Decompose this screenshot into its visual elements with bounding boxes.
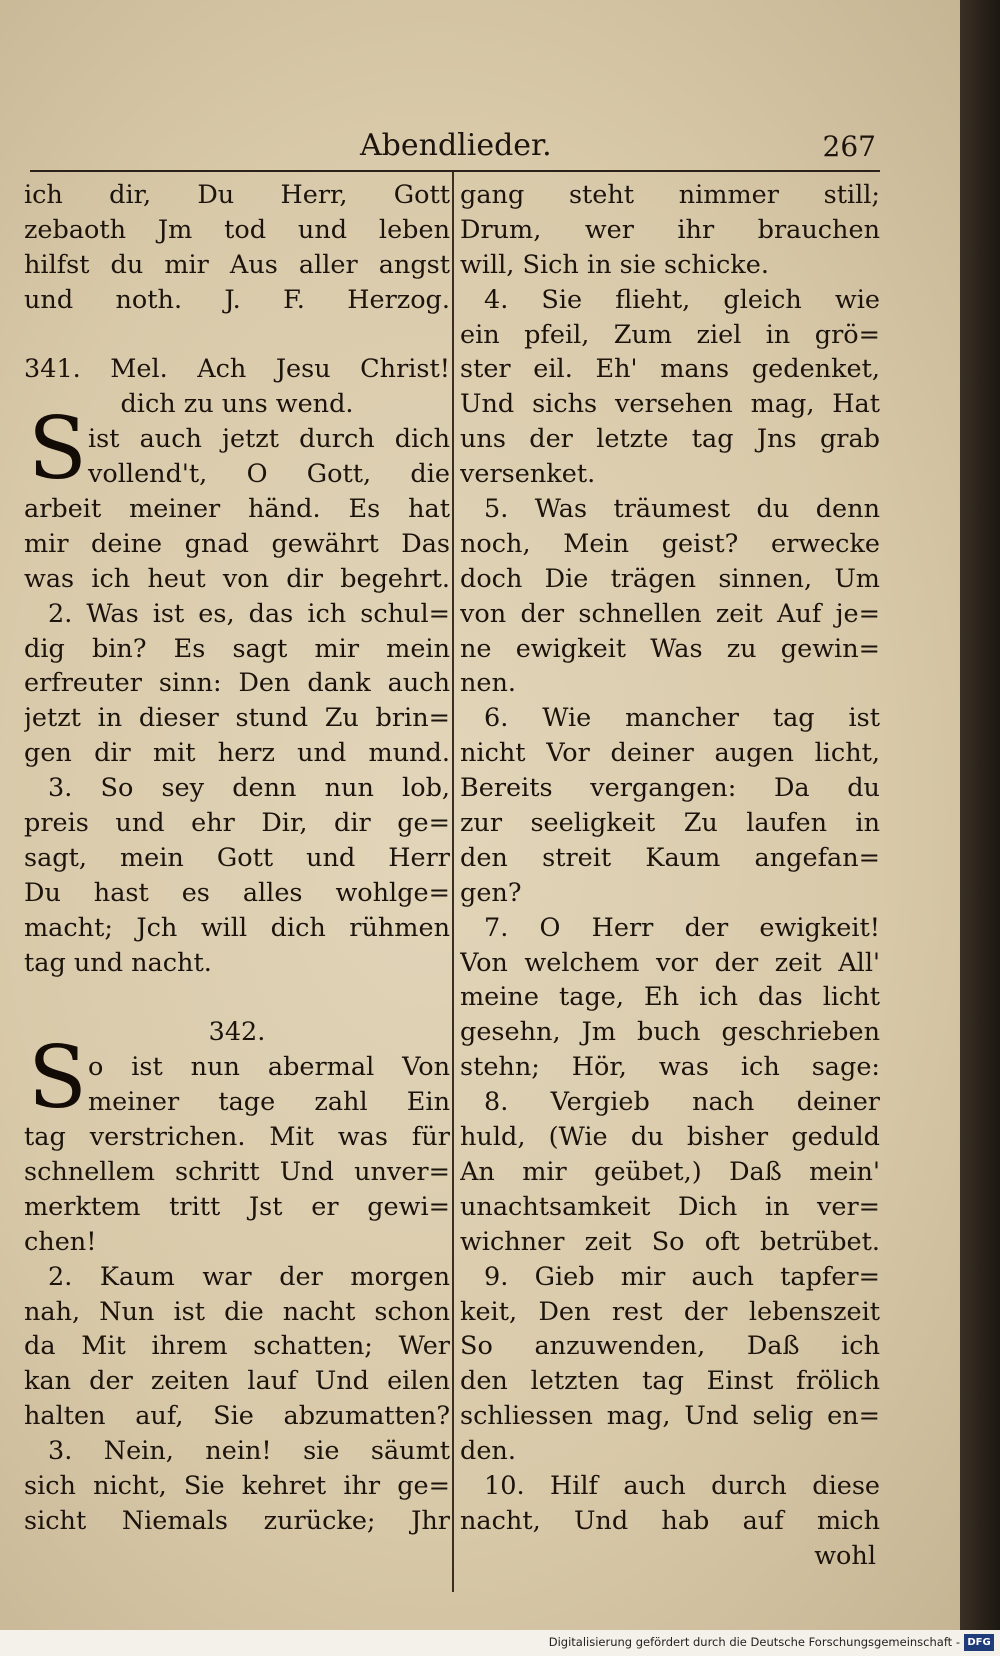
blank-line	[24, 980, 450, 1015]
text-line: nicht Vor deiner augen licht,	[460, 738, 880, 769]
text-line: arbeit meiner händ. Es hat	[24, 494, 450, 525]
text-line: ein pfeil, Zum ziel in grö=	[460, 319, 880, 350]
text-line: sich nicht, Sie kehret ihr ge=	[24, 1470, 450, 1501]
running-head: Abendlieder.	[360, 128, 552, 163]
text-line: 2. Kaum war der morgen	[48, 1261, 450, 1292]
text-line: o ist nun abermal Von	[88, 1052, 450, 1083]
text-line: was ich heut von dir begehrt.	[24, 563, 450, 594]
text-line: nacht, Und hab auf mich	[460, 1505, 880, 1536]
text-line: gen?	[460, 877, 522, 908]
right-text-column	[460, 178, 880, 1574]
text-line: wichner zeit So oft betrübet.	[460, 1226, 880, 1257]
text-line: schnellem schritt Und unver=	[24, 1156, 450, 1187]
text-line: dich zu uns wend.	[120, 389, 354, 420]
text-line: merktem tritt Jst er gewi=	[24, 1191, 450, 1222]
text-line: will, Sich in sie schicke.	[460, 249, 769, 280]
text-line: sagt, mein Gott und Herr	[24, 842, 450, 873]
text-line: sicht Niemals zurücke; Jhr	[24, 1505, 450, 1536]
text-line: preis und ehr Dir, dir ge=	[24, 808, 450, 839]
drop-cap: S	[28, 399, 87, 500]
text-line: nah, Nun ist die nacht schon	[24, 1296, 450, 1327]
text-line: gang steht nimmer still;	[460, 180, 880, 210]
text-line: Drum, wer ihr brauchen	[460, 214, 880, 245]
column-divider	[452, 172, 454, 1592]
text-line: 10. Hilf auch durch diese	[484, 1470, 880, 1501]
text-line: doch Die trägen sinnen, Um	[460, 563, 880, 594]
text-line: zur seeligkeit Zu laufen in	[460, 808, 880, 839]
text-line: So anzuwenden, Daß ich	[460, 1331, 880, 1362]
text-line: gen dir mit herz und mund.	[24, 738, 450, 769]
text-line: vollend't, O Gott, die	[88, 459, 450, 490]
text-line: uns der letzte tag Jns grab	[460, 424, 880, 455]
text-line: meine tage, Eh ich das licht	[460, 982, 880, 1013]
text-line: keit, Den rest der lebenszeit	[460, 1296, 880, 1327]
text-line: Und sichs versehen mag, Hat	[460, 389, 880, 420]
text-line: jetzt in dieser stund Zu brin=	[24, 703, 450, 734]
text-line: den.	[460, 1436, 516, 1467]
digitization-footer	[0, 1630, 1000, 1656]
drop-cap: S	[28, 1027, 87, 1128]
text-line: tag und nacht.	[24, 947, 212, 978]
text-line: 341. Mel. Ach Jesu Christ!	[24, 354, 450, 385]
text-line: ster eil. Eh' mans gedenket,	[460, 354, 880, 385]
text-line: nen.	[460, 668, 517, 699]
text-line: 2. Was ist es, das ich schul=	[48, 598, 450, 629]
text-line: An mir geübet,) Daß mein'	[460, 1156, 880, 1187]
page-number: 267	[822, 130, 876, 163]
text-line: erfreuter sinn: Den dank auch	[24, 668, 450, 699]
text-line: meiner tage zahl Ein	[88, 1087, 450, 1118]
text-line: von der schnellen zeit Auf je=	[460, 598, 880, 629]
text-line: 4. Sie flieht, gleich wie	[484, 284, 880, 315]
text-line: chen!	[24, 1226, 97, 1257]
text-line: Bereits vergangen: Da du	[460, 773, 880, 804]
text-line: Du hast es alles wohlge=	[24, 877, 450, 908]
text-line: 3. So sey denn nun lob,	[48, 773, 450, 804]
text-line: 8. Vergieb nach deiner	[484, 1087, 880, 1118]
text-line: unachtsamkeit Dich in ver=	[460, 1191, 880, 1222]
text-line: Von welchem vor der zeit All'	[460, 947, 880, 978]
text-line: gesehn, Jm buch geschrieben	[460, 1017, 880, 1048]
dfg-logo: DFG	[964, 1634, 994, 1651]
page-header	[30, 128, 880, 172]
text-line: macht; Jch will dich rühmen	[24, 912, 450, 943]
text-line: und noth. J. F. Herzog.	[24, 284, 450, 315]
text-line: stehn; Hör, was ich sage:	[460, 1052, 880, 1083]
text-line: da Mit ihrem schatten; Wer	[24, 1331, 450, 1362]
blank-line	[24, 318, 450, 353]
text-line: 7. O Herr der ewigkeit!	[484, 912, 880, 943]
text-line: dig bin? Es sagt mir mein	[24, 633, 450, 664]
text-line: den streit Kaum angefan=	[460, 842, 880, 873]
text-line: huld, (Wie du bisher geduld	[460, 1122, 880, 1153]
text-line: tag verstrichen. Mit was für	[24, 1122, 450, 1153]
text-line: hilfst du mir Aus aller angst	[24, 249, 450, 280]
text-line: wohl	[814, 1540, 876, 1571]
text-line: versenket.	[460, 459, 596, 490]
text-line: den letzten tag Einst frölich	[460, 1366, 880, 1397]
text-line: ist auch jetzt durch dich	[88, 424, 450, 455]
text-line: 3. Nein, nein! sie säumt	[48, 1436, 450, 1467]
text-line: zebaoth Jm tod und leben	[24, 214, 450, 245]
text-line: mir deine gnad gewährt Das	[24, 528, 450, 559]
text-line: noch, Mein geist? erwecke	[460, 528, 880, 559]
text-line: 9. Gieb mir auch tapfer=	[484, 1261, 880, 1292]
text-line: kan der zeiten lauf Und eilen	[24, 1366, 450, 1397]
left-text-column	[24, 178, 450, 1539]
text-line: 342.	[208, 1017, 266, 1048]
text-line: 5. Was träumest du denn	[484, 494, 880, 525]
text-line: halten auf, Sie abzumatten?	[24, 1401, 450, 1432]
text-line: schliessen mag, Und selig en=	[460, 1401, 880, 1432]
footer-credit: Digitalisierung gefördert durch die Deutsche Forschungsgemeinschaft -	[548, 1635, 960, 1649]
text-line: ne ewigkeit Was zu gewin=	[460, 633, 880, 664]
text-line: 6. Wie mancher tag ist	[484, 703, 880, 734]
text-line: ich dir, Du Herr, Gott	[24, 180, 450, 210]
page-edge-shadow	[960, 0, 1000, 1630]
